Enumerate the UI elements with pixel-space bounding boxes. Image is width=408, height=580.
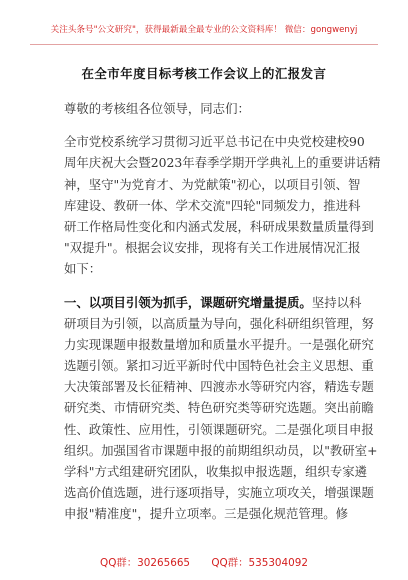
header-notice: 关注头条号"公文研究"，获得最新最全最专业的公文资料库！ 微信：gongwenyj bbox=[50, 25, 358, 35]
body-line: 性、政策性、应用性，引领课题研究。二是强化项目申报 bbox=[64, 421, 374, 437]
body-line: 大决策部署及长征精神、四渡赤水等研究内容，精选专题 bbox=[64, 379, 374, 395]
body-line: 神，坚守"为党育才、为党献策"初心，以项目引领、智 bbox=[64, 176, 361, 192]
document-body bbox=[64, 98, 381, 525]
footer-qq-contacts: QQ群：30265665 QQ群：535304092 bbox=[100, 557, 308, 569]
header-divider bbox=[30, 44, 378, 45]
body-line: 选高价值选题，进行逐项指导，实施立项攻关，增强课题 bbox=[64, 485, 374, 501]
body-line: 力实现课题申报数量增加和质量水平提升。一是强化研究 bbox=[64, 336, 374, 352]
document-title: 在全市年度目标考核工作会议上的汇报发言 bbox=[81, 66, 327, 81]
section-one-paragraph bbox=[64, 292, 378, 525]
body-line: 库建设、教研一体、学术交流"四轮"同频发力，推进科 bbox=[64, 197, 361, 213]
body-line: 选题引领。紧扣习近平新时代中国特色社会主义思想、重 bbox=[64, 358, 374, 374]
body-line: 申报"精准度"，提升立项率。三是强化规范管理。修 bbox=[64, 506, 348, 522]
section-first-line bbox=[64, 292, 362, 313]
body-line: 研项目为引领，以高质量为导向，强化科研组织管理，努 bbox=[64, 315, 374, 331]
body-line: 学科"方式组建研究团队，收集拟申报选题，组织专家遴 bbox=[64, 464, 368, 479]
body-line: 周年庆祝大会暨2023年春季学期开学典礼上的重要讲话精 bbox=[64, 155, 381, 171]
body-line: 研究类、市情研究类、特色研究类等研究选题。突出前瞻 bbox=[64, 400, 374, 416]
paragraph-gap bbox=[64, 280, 344, 292]
intro-paragraph bbox=[64, 131, 381, 279]
body-line: 研工作格局性变化和内涵式发展，科研成果数量质量得到 bbox=[64, 218, 374, 234]
body-line: 组织。加强国省市课题申报的前期组织动员，以"教研室+ bbox=[64, 442, 378, 458]
body-line: "双提升"。根据会议安排，现将有关工作进展情况汇报 bbox=[64, 240, 361, 256]
section-first-line-text: 坚持以科 bbox=[311, 294, 362, 310]
salutation: 尊敬的考核组各位领导，同志们： bbox=[64, 101, 250, 116]
section-heading: 一、以项目引领为抓手，课题研究增量提质。 bbox=[64, 294, 312, 310]
paragraph-gap bbox=[64, 119, 344, 131]
body-line: 全市党校系统学习贯彻习近平总书记在中央党校建校90 bbox=[64, 134, 365, 150]
body-line: 如下： bbox=[64, 261, 102, 277]
